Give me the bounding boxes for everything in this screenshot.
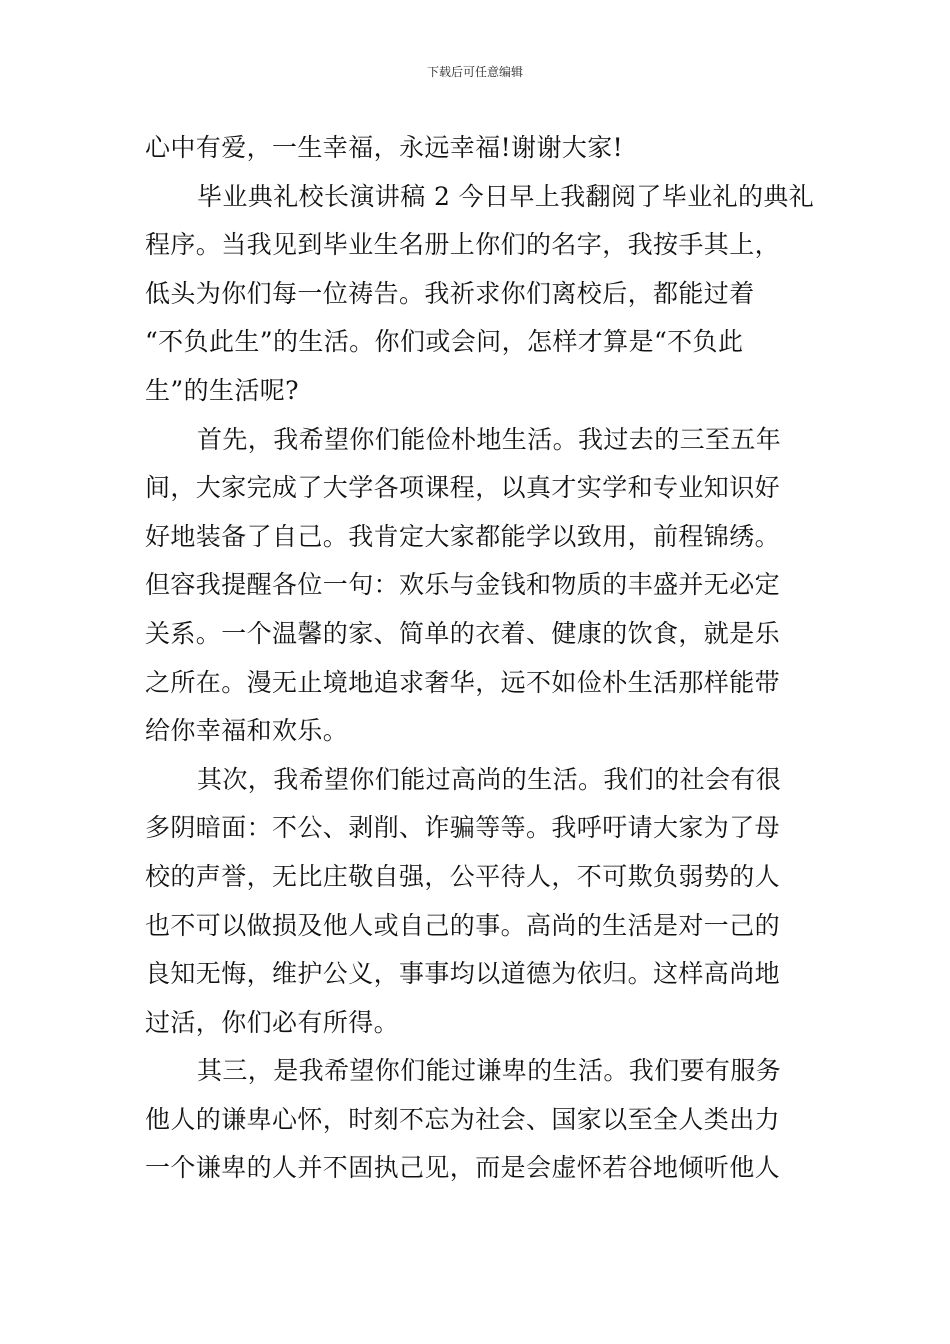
text-line: 间，大家完成了大学各项课程，以真才实学和专业知识好 bbox=[145, 473, 781, 503]
text-line: 好地装备了自己。我肯定大家都能学以致用，前程锦绣。 bbox=[145, 521, 781, 551]
paragraph-first-line: 首先，我希望你们能俭朴地生活。我过去的三至五年 bbox=[197, 424, 782, 454]
text-line: 低头为你们每一位祷告。我祈求你们离校后，都能过着 bbox=[145, 278, 755, 308]
text-line: 一个谦卑的人并不固执己见，而是会虚怀若谷地倾听他人 bbox=[145, 1153, 781, 1183]
text-line: 校的声誉，无比庄敬自强，公平待人，不可欺负弱势的人 bbox=[145, 861, 781, 891]
text-line: 他人的谦卑心怀，时刻不忘为社会、国家以至全人类出力 bbox=[145, 1104, 781, 1134]
paragraph-first-line: 毕业典礼校长演讲稿 2 今日早上我翻阅了毕业礼的典礼 bbox=[197, 181, 815, 211]
text-line: “不负此生”的生活。你们或会问，怎样才算是“不负此 bbox=[145, 327, 744, 357]
text-line: 心中有爱，一生幸福，永远幸福!谢谢大家! bbox=[145, 133, 624, 162]
document-body bbox=[145, 124, 815, 1193]
text-line: 生”的生活呢? bbox=[145, 375, 299, 405]
text-line: 之所在。漫无止境地追求奢华，远不如俭朴生活那样能带 bbox=[145, 667, 781, 697]
text-line: 良知无悔，维护公义，事事均以道德为依归。这样高尚地 bbox=[145, 959, 781, 989]
text-line: 也不可以做损及他人或自己的事。高尚的生活是对一己的 bbox=[145, 910, 781, 940]
text-line: 关系。一个温馨的家、简单的衣着、健康的饮食，就是乐 bbox=[145, 618, 781, 648]
text-line: 过活，你们必有所得。 bbox=[145, 1007, 400, 1037]
text-line: 但容我提醒各位一句：欢乐与金钱和物质的丰盛并无必定 bbox=[145, 570, 781, 600]
paragraph-first-line: 其次，我希望你们能过高尚的生活。我们的社会有很 bbox=[197, 764, 782, 794]
page-header: 下载后可任意编辑 bbox=[426, 65, 523, 79]
text-line: 程序。当我见到毕业生名册上你们的名字，我按手其上， bbox=[145, 230, 781, 260]
text-line: 多阴暗面：不公、剥削、诈骗等等。我呼吁请大家为了母 bbox=[145, 813, 781, 843]
text-line: 给你幸福和欢乐。 bbox=[145, 716, 349, 746]
paragraph-first-line: 其三，是我希望你们能过谦卑的生活。我们要有服务 bbox=[197, 1056, 782, 1086]
